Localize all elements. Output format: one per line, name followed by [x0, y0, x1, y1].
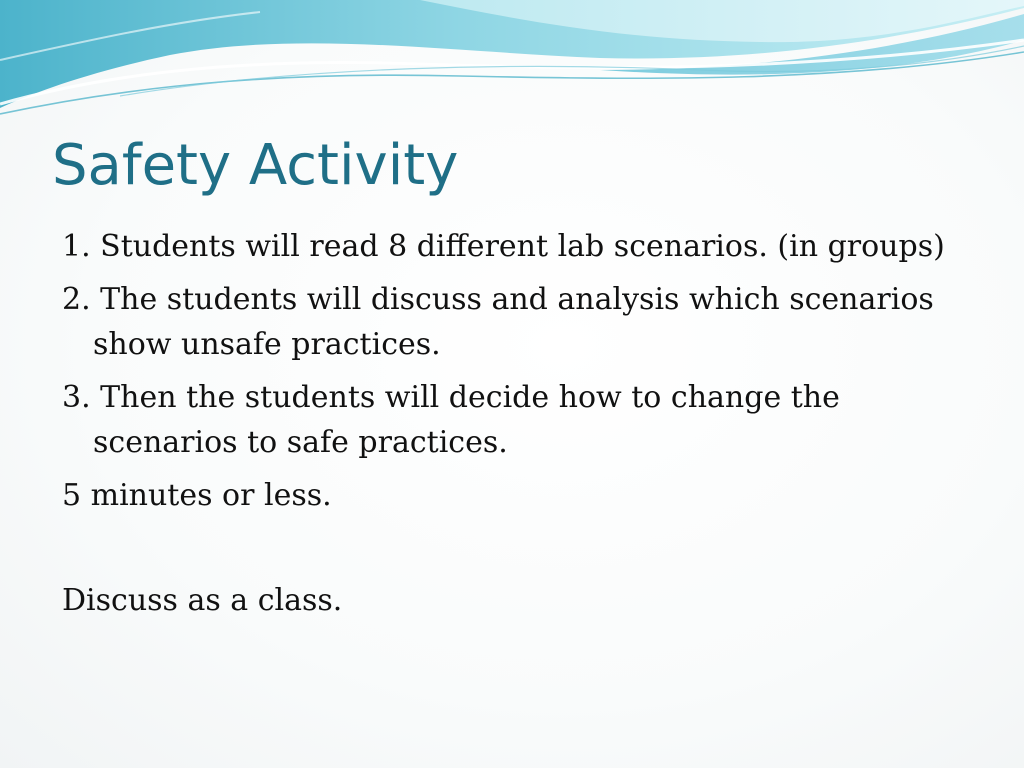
- list-item: 1. Students will read 8 different lab scenarios. (in groups): [62, 229, 945, 264]
- slide-body: [62, 224, 992, 631]
- list-item: 3. Then the students will decide how to change the scenarios to safe practices.: [62, 380, 840, 460]
- list-item: Discuss as a class.: [62, 583, 343, 618]
- decorative-wave-header: [0, 0, 1024, 130]
- slide-title: Safety Activity: [52, 133, 459, 198]
- list-item: 2. The students will discuss and analysis which scenarios show unsafe practices.: [62, 282, 934, 362]
- list-item: 5 minutes or less.: [62, 478, 332, 513]
